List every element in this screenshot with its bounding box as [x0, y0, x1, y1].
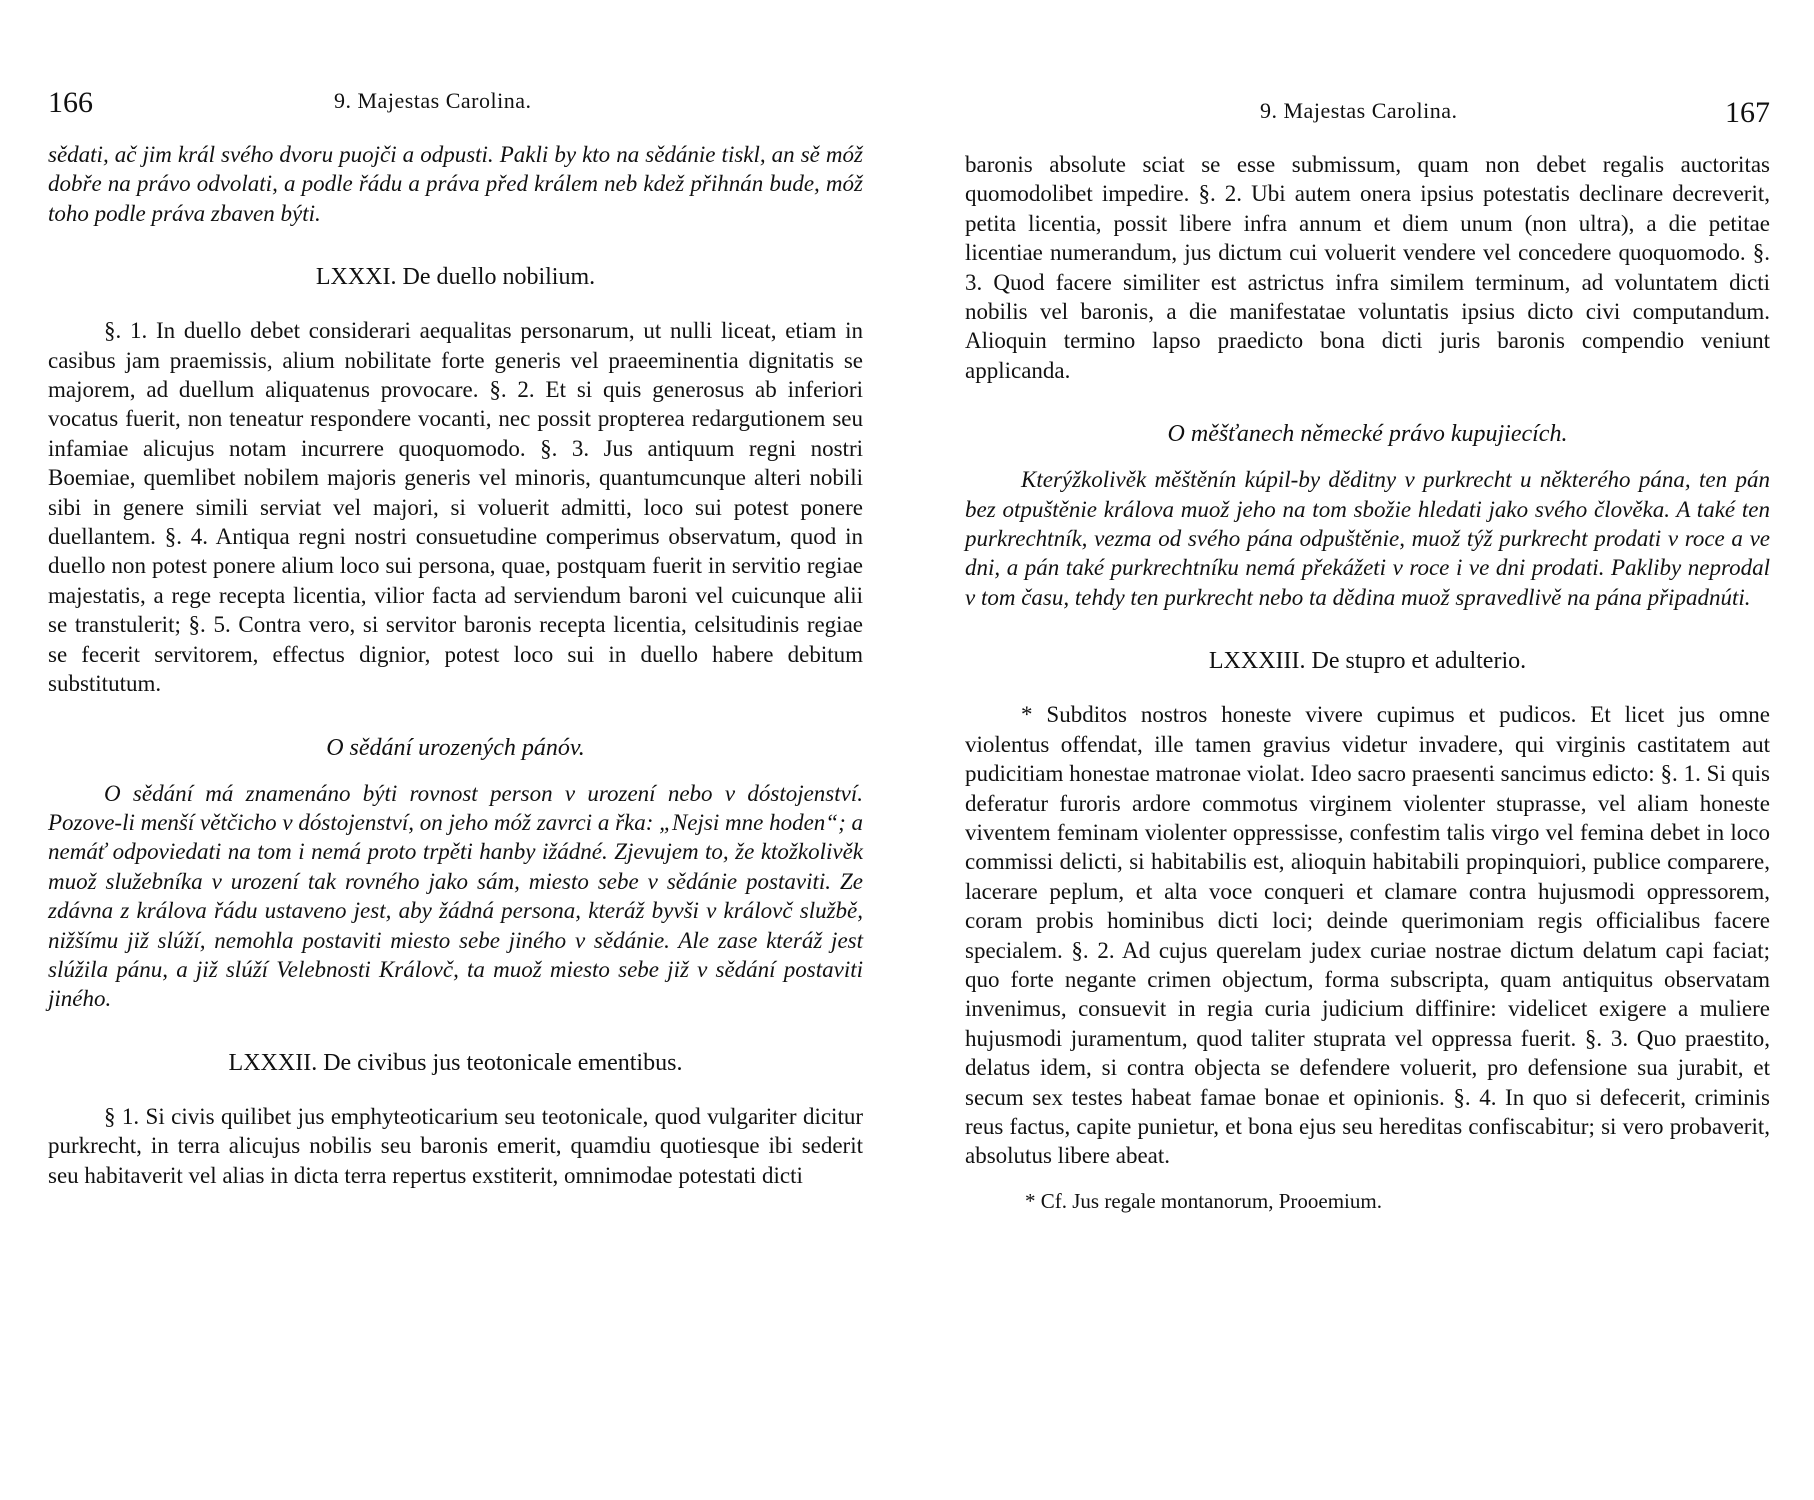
footnote: * Cf. Jus regale montanorum, Prooemium. — [1025, 1188, 1382, 1213]
right-page — [965, 0, 1770, 1213]
left-page-body — [48, 140, 863, 1190]
right-carryover-paragraph: baronis absolute sciat se esse submissum, quam non debet regalis auctoritas quomodolibet impedire. §. 2. Ubi autem onera ipsius potestatis declinare decreverit, petita licentia, possit libere infra annum et diem unum (non ultra), a die petitae licentiae numerandum, jus dictum cui voluerit vendere vel concedere quoquomodo. §. 3. Quod facere similiter est astrictus infra similem terminum, ad voluntatem dicti nobilis vel baronis, a die manifestatae voluntatis ipsius dicto civi computandum. Alioquin termino lapso praedicto bona dicti juris baronis compendio veniunt applicanda. — [965, 152, 1770, 383]
section-lxxxii-paragraph: § 1. Si civis quilibet jus emphyteoticarium seu teotonicale, quod vulgariter dicitur purkrecht, in terra alicujus nobilis seu baronis emerit, quamdiu quotiesque ibi sederit seu habitaverit vel alias in dicta terra repertus exstiterit, omnimodae potestati dicti — [48, 1103, 863, 1188]
right-page-number: 167 — [1725, 96, 1770, 129]
czech-heading-mestane: O měšťanech německé právo kupujiecích. — [1167, 421, 1568, 448]
section-heading-lxxxiii: LXXXIII. De stupro et adulterio. — [1208, 648, 1527, 675]
section-lxxxi-paragraph: §. 1. In duello debet considerari aequalitas personarum, ut nulli liceat, etiam in casibus jam praemissis, alium nobilitate forte generis vel praeeminentia dignitatis se majorem, ad duellum aliquatenus provocare. §. 2. Et si quis generosus ab inferiori vocatus fuerit, non teneatur respondere vocanti, nec possit propterea redargutionem seu infamiae alicujus notam incurrere quoquomodo. §. 3. Jus antiquum regni nostri Boemiae, quemlibet nobilem majoris generis vel minoris, quantumcunque alteri nobili sibi in genere simili serviat vel majori, si voluerit admitti, loco sui potest ponere duellantem. §. 4. Antiqua regni nostri consuetudine comperimus observatum, quod in duello non potest ponere alium loco sui persona, quae, postquam fuerit in servitio regiae majestatis, a rege recepta licentia, vilior facta ad serviendum baroni vel cuicunque alii se transtulerit; §. 5. Contra vero, si servitor baronis recepta licentia, celsitudinis regiae se fecerit servitorem, effectus dignior, potest loco sui in duello habere debitum substitutum. — [48, 318, 863, 697]
section-lxxxiii-paragraph: * Subditos nostros honeste vivere cupimus et pudicos. Et licet jus omne violentus offendat, ille tamen gravius videtur invadere, qui virginis castitatem aut pudicitiam honestae matronae violat. Ideo sacro praesenti sancimus edicto: §. 1. Si quis deferatur furoris ardore commotus virginem violenter stuprasse, vel aliam honeste viventem feminam violenter oppressisse, confestim talis virgo vel femina debet in loco commissi delicti, si habitabilis est, alioquin habitabili propinquiori, publice comparere, lacerare peplum, et alta voce conqueri et clamare contra hujusmodi oppressorem, coram probis hominibus dicti loci; deinde querimoniam regis officialibus facere specialem. §. 2. Ad cujus querelam judex curiae nostrae dictum delatum capi faciat; quo forte negante crimen objectum, forma subscripta, quam antiquitus observatam invenimus, consuevit in regia curia judicium diffinire: videlicet exigere a muliere hujusmodi juramentum, quod taliter stuprata vel oppressa fuerit. §. 3. Quo praestito, delatus idem, si contra objecta se defendere voluerit, pro defensione sua jurabit, et secum sex testes habeat famae bonae et opinionis. §. 4. In quo si defecerit, criminis reus factus, capite punietur, et bona ejus seu hereditas confiscabitur; si vero probaverit, absolutus libere abeat. — [965, 702, 1770, 1169]
left-carryover-paragraph: sědati, ač jim král svého dvoru puojči a odpusti. Pakli by kto na sědánie tiskl, an sě móž dobře na právo odvolati, a podle řádu a práva před králem neb kdež přihnán bude, móž toho podle práva zbaven býti. — [48, 142, 863, 226]
left-page-number: 166 — [48, 86, 93, 119]
left-page — [48, 0, 863, 1188]
right-page-body — [965, 150, 1770, 1216]
right-running-title: 9. Majestas Carolina. — [1260, 98, 1458, 123]
right-running-head — [965, 0, 1770, 129]
czech-paragraph-sedani: O sědání má znamenáno býti rovnost person v urození nebo v dóstojenství. Pozove-li menší větčicho v dóstojenství, on jeho móž zavrci a řka: „Nejsi mne hoden“; a nemáť odpoviedati na tom i nemá proto trpěti hanby ižádné. Zjevujem to, že ktožkolivěk muož služebníka v urození tak rovného jako sám, miesto sebe v sědánie postaviti. Ze zdávna z králova řádu ustaveno jest, aby žádná persona, kteráž byvši v královč službě, nižšímu již slúží, nemohla postaviti miesto sebe jiného v sědánie. Ale zase kteráž jest slúžila pánu, a již slúží Velebnosti Královč, ta muož miesto sebe již v sědání postaviti jiného. — [48, 780, 863, 1012]
section-heading-lxxxii: LXXXII. De civibus jus teotonicale ementibus. — [228, 1049, 683, 1076]
section-heading-lxxxi: LXXXI. De duello nobilium. — [315, 264, 596, 291]
left-running-head — [48, 0, 863, 119]
czech-heading-sedani: O sědání urozených pánóv. — [326, 734, 585, 761]
left-running-title: 9. Majestas Carolina. — [334, 88, 532, 113]
czech-paragraph-mestane: Kterýžkolivěk měštěnín kúpil-by děditny v purkrecht u některého pána, ten pán bez otpuštěnie králova muož jeho na tom sbožie hledati jako svého člověka. A také ten purkrechtník, vezma od svého pána odpuštěnie, muož týž purkrecht prodati v roce a ve dni, a pán také purkrechtníku nemá překážeti v roce i ve dni prodati. Pakliby neprodal v tom času, tehdy ten purkrecht nebo ta dědina muož spravedlivě na pána připadnúti. — [965, 467, 1770, 610]
